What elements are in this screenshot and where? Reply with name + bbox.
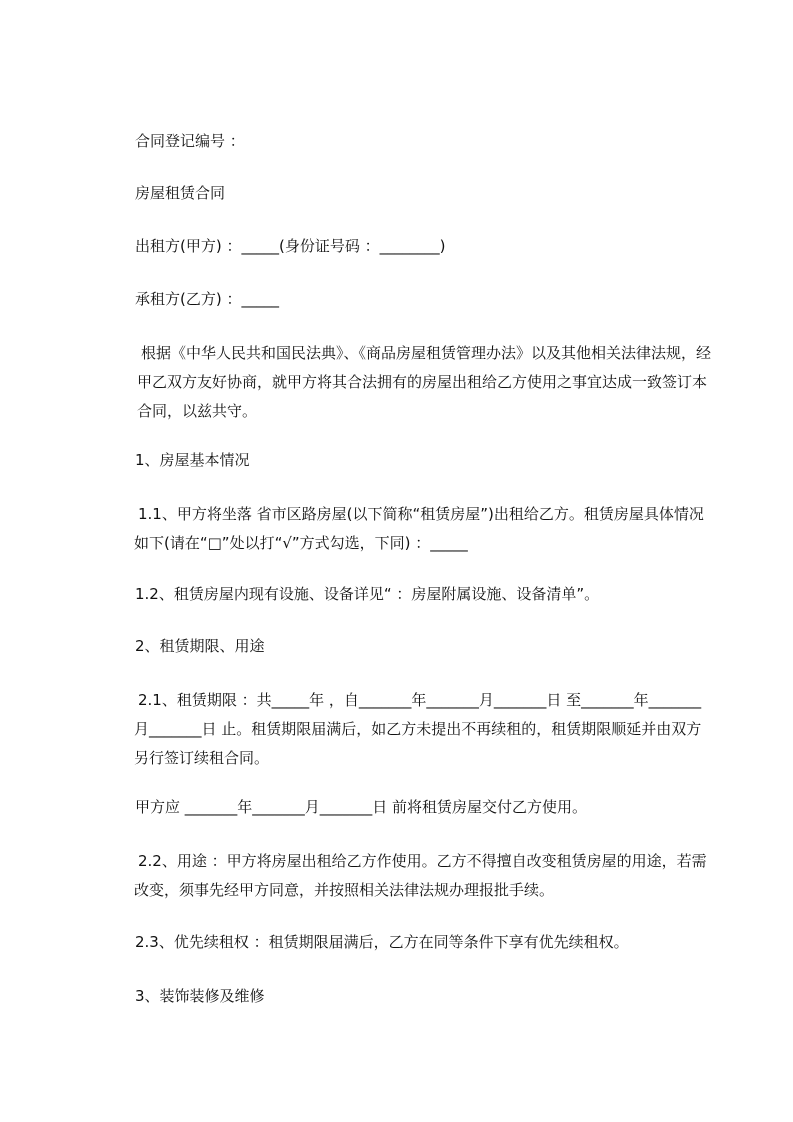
delivery-date-line: 甲方应 _______年_______月_______日 前将租赁房屋交付乙方使用。 [135, 798, 588, 816]
clause-1-2: 1.2、租赁房屋内现有设施、设备详见“ ：房屋附属设施、设备清单”。 [135, 585, 600, 603]
lessor-line: 出租方(甲方) ：_____(身份证号码 ：________) [135, 237, 446, 255]
contract-title: 房屋租赁合同 [135, 184, 226, 202]
preamble-paragraph: 根据《中华人民共和国民法典》、《商品房屋租赁管理办法》以及其他相关法律法规，经甲乙双方友好协商，就甲方将其合法拥有的房屋出租给乙方使用之事宜达成一致签订本合同，以兹共守。 [137, 344, 712, 420]
section-3-heading: 3、装饰装修及维修 [135, 987, 265, 1005]
lessee-line: 承租方(乙方) ：_____ [135, 290, 279, 308]
registration-number: 合同登记编号 ： [135, 132, 245, 150]
clause-2-1: 2.1、租赁期限 ：共_____年 ，自_______年_______月_______日 至_______年_______月_______日 止。租赁期限届满后，如乙方未提出不再续租的，租赁期限顺延并由双方另行签订续租合同。 [134, 691, 702, 767]
section-1-heading: 1、房屋基本情况 [135, 451, 250, 469]
clause-2-3: 2.3、优先续租权 ：租赁期限届满后，乙方在同等条件下享有优先续租权。 [135, 933, 629, 951]
clause-1-1: 1.1、甲方将坐落 省市区路房屋(以下简称“租赁房屋”)出租给乙方。租赁房屋具体情况如下(请在“□”处以打“√”方式勾选，下同) ：_____ [134, 505, 704, 552]
clause-2-2: 2.2、用途 ：甲方将房屋出租给乙方作使用。乙方不得擅自改变租赁房屋的用途，若需改变，须事先经甲方同意，并按照相关法律法规办理报批手续。 [134, 852, 707, 899]
section-2-heading: 2、租赁期限、用途 [135, 637, 265, 655]
